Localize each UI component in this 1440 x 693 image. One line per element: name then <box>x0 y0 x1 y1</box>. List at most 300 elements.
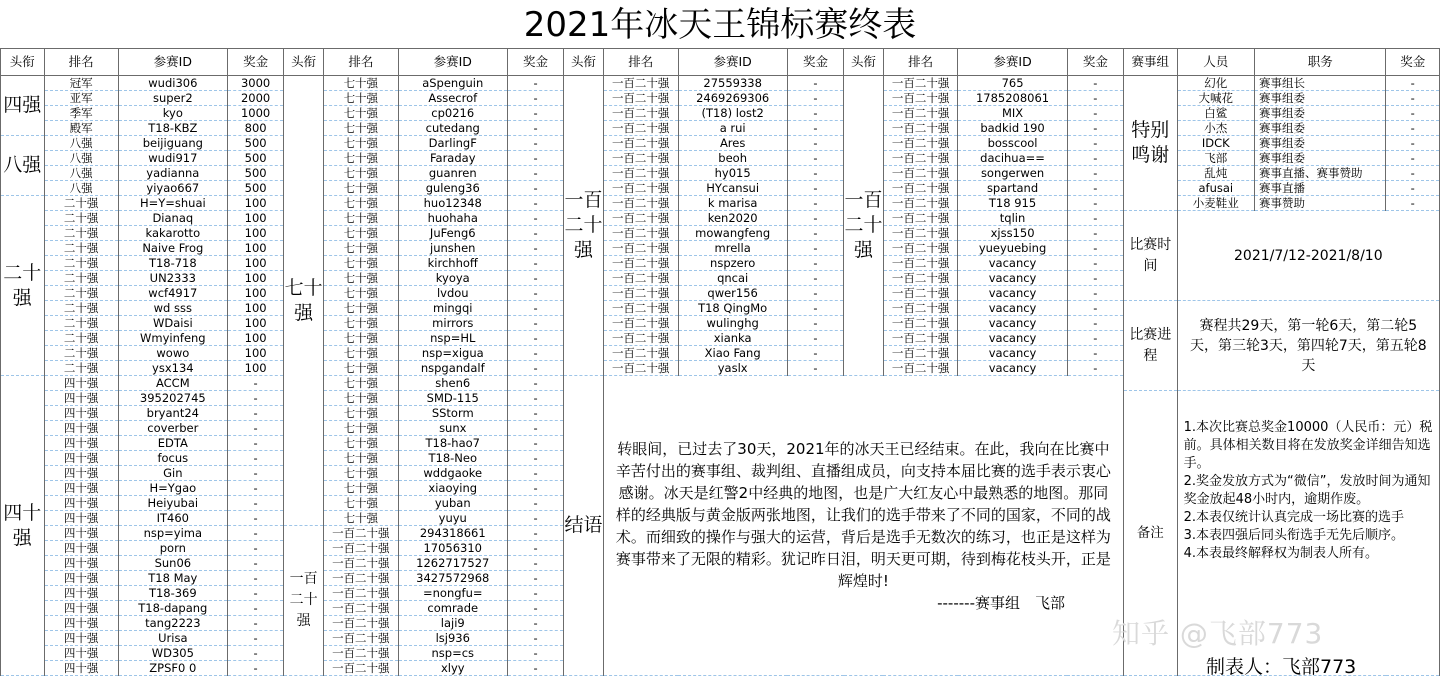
block1-cell: 800 <box>227 121 283 136</box>
block1-cell: - <box>227 601 283 616</box>
block3-cell: - <box>787 301 843 316</box>
block4-cell: dacihua== <box>958 151 1067 166</box>
block3-cell: 一百二十强 <box>603 166 678 181</box>
block2-cell: - <box>507 91 563 106</box>
block4-cell: vacancy <box>958 301 1067 316</box>
block2-cell: junshen <box>398 241 507 256</box>
note-item: 3.本表四强后同头衔选手无先后顺序。 <box>1183 528 1405 543</box>
block3-cell: 一百二十强 <box>603 226 678 241</box>
staff-role: 赛事赞助 <box>1254 196 1385 211</box>
block1-cell: kakarotto <box>118 226 227 241</box>
block2-cell: 七十强 <box>324 196 399 211</box>
block2-cell: 七十强 <box>324 76 399 91</box>
block2-cell: yuyu <box>398 511 507 526</box>
block2-cell: - <box>507 76 563 91</box>
block2-cell: 一百二十强 <box>324 571 399 586</box>
block2-cell: - <box>507 556 563 571</box>
block1-cell: T18-dapang <box>118 601 227 616</box>
block2-cell: kyoya <box>398 271 507 286</box>
header-player-id: 参赛ID <box>118 49 227 76</box>
block4-cell: 一百二十强 <box>883 121 958 136</box>
block4-cell: - <box>1067 76 1123 91</box>
block4-cell: - <box>1067 301 1123 316</box>
block1-cell: 二十强 <box>44 316 118 331</box>
staff-role: 赛事组委 <box>1254 121 1385 136</box>
block1-cell: 二十强 <box>44 271 118 286</box>
group-label-top40: 四十强 <box>1 376 45 676</box>
block1-cell: 100 <box>227 256 283 271</box>
block1-cell: wd sss <box>118 301 227 316</box>
block3-cell: - <box>787 91 843 106</box>
block2-cell: comrade <box>398 601 507 616</box>
block1-cell: 四十强 <box>44 661 118 676</box>
staff-prize: - <box>1386 106 1440 121</box>
block4-cell: - <box>1067 121 1123 136</box>
block4-cell: - <box>1067 196 1123 211</box>
block1-cell: 四十强 <box>44 421 118 436</box>
block4-cell: - <box>1067 106 1123 121</box>
block2-cell: 294318661 <box>398 526 507 541</box>
block3-cell: 一百二十强 <box>603 301 678 316</box>
block1-cell: wcf4917 <box>118 286 227 301</box>
table-row <box>1 136 1440 151</box>
block2-cell: SMD-115 <box>398 391 507 406</box>
epilogue-paragraph: 转眼间，已过去了30天，2021年的冰天王已经结束。在此，我向在比赛中辛苦付出的赛事组、裁判组、直播组成员，向支持本届比赛的选手表示衷心感谢。冰天是红警2中经典的地图，也是广大红友心中最熟悉的地图。那同样的经典版与黄金版两张地图，让我们的选手带来了不同的国家，不同的战术。而细致的操作与强大的运营，背后是选手无数次的练习，也正是这样为赛事带来了无限的精彩。犹记昨日泪，明天更可期，待到梅花枝头开，正是辉煌时! <box>615 439 1111 590</box>
note-item: 1.本次比赛总奖金10000（人民币：元）税前。具体相关数目将在发放奖金详细告知选手。 <box>1183 420 1433 471</box>
group-label-top120: 一百二十强 <box>564 76 604 376</box>
staff-person: 小麦鞋业 <box>1177 196 1254 211</box>
block2-cell: - <box>507 661 563 676</box>
block1-cell: Urisa <box>118 631 227 646</box>
block1-cell: 四十强 <box>44 376 118 391</box>
block1-cell: 100 <box>227 271 283 286</box>
block3-cell: - <box>787 181 843 196</box>
block1-cell: Gin <box>118 466 227 481</box>
block3-cell: nspzero <box>678 256 787 271</box>
block2-cell: 七十强 <box>324 181 399 196</box>
block4-cell: - <box>1067 226 1123 241</box>
block3-cell: 一百二十强 <box>603 331 678 346</box>
block1-cell: 殿军 <box>44 121 118 136</box>
progress-text: 赛程共29天，第一轮6天，第二轮5天，第三轮3天，第四轮7天，第五轮8天 <box>1177 301 1439 391</box>
block2-cell: nspgandalf <box>398 361 507 376</box>
block1-cell: 500 <box>227 181 283 196</box>
table-maker: 制表人：飞部773 <box>1206 656 1357 678</box>
block2-cell: aSpenguin <box>398 76 507 91</box>
staff-role: 赛事直播、赛事赞助 <box>1254 166 1385 181</box>
table-row <box>1 181 1440 196</box>
block3-cell: 一百二十强 <box>603 196 678 211</box>
block2-cell: - <box>507 301 563 316</box>
epilogue-label: 结语 <box>564 376 604 676</box>
block2-cell: yuban <box>398 496 507 511</box>
block4-cell: - <box>1067 331 1123 346</box>
block4-cell: 一百二十强 <box>883 91 958 106</box>
block1-cell: ysx134 <box>118 361 227 376</box>
block3-cell: 一百二十强 <box>603 286 678 301</box>
header-rank: 排名 <box>883 49 958 76</box>
block2-cell: guanren <box>398 166 507 181</box>
block1-cell: - <box>227 586 283 601</box>
block3-cell: 27559338 <box>678 76 787 91</box>
block3-cell: Ares <box>678 136 787 151</box>
block2-cell: 七十强 <box>324 106 399 121</box>
block4-cell: 一百二十强 <box>883 196 958 211</box>
block2-cell: 七十强 <box>324 91 399 106</box>
block1-cell: 二十强 <box>44 241 118 256</box>
header-title: 头衔 <box>1 49 45 76</box>
block1-cell: nsp=yima <box>118 526 227 541</box>
block3-cell: - <box>787 106 843 121</box>
header-staff-group: 赛事组 <box>1123 49 1177 76</box>
block3-cell: (T18) lost2 <box>678 106 787 121</box>
block4-cell: 一百二十强 <box>883 241 958 256</box>
block1-cell: 四十强 <box>44 436 118 451</box>
block1-cell: 四十强 <box>44 481 118 496</box>
block3-cell: beoh <box>678 151 787 166</box>
block1-cell: 八强 <box>44 151 118 166</box>
block3-cell: - <box>787 271 843 286</box>
block3-cell: 一百二十强 <box>603 151 678 166</box>
block2-cell: - <box>507 121 563 136</box>
block2-cell: - <box>507 226 563 241</box>
block3-cell: - <box>787 241 843 256</box>
block2-cell: 一百二十强 <box>324 541 399 556</box>
block3-cell: 一百二十强 <box>603 181 678 196</box>
block1-cell: 亚军 <box>44 91 118 106</box>
staff-person: IDCK <box>1177 136 1254 151</box>
block3-cell: qwer156 <box>678 286 787 301</box>
block3-cell: hy015 <box>678 166 787 181</box>
block2-cell: T18-Neo <box>398 451 507 466</box>
block1-cell: - <box>227 436 283 451</box>
note-item: 4.本表最终解释权为制表人所有。 <box>1183 546 1379 561</box>
block1-cell: - <box>227 451 283 466</box>
staff-person: 小杰 <box>1177 121 1254 136</box>
block2-cell: 七十强 <box>324 316 399 331</box>
block2-cell: Assecrof <box>398 91 507 106</box>
block2-cell: 七十强 <box>324 451 399 466</box>
block1-cell: 八强 <box>44 136 118 151</box>
header-prize: 奖金 <box>1067 49 1123 76</box>
table-row <box>1 121 1440 136</box>
table-row <box>1 91 1440 106</box>
block2-cell: - <box>507 631 563 646</box>
block4-cell: vacancy <box>958 256 1067 271</box>
block1-cell: Wmyinfeng <box>118 331 227 346</box>
block3-cell: 一百二十强 <box>603 106 678 121</box>
block2-cell: 七十强 <box>324 226 399 241</box>
block1-cell: - <box>227 481 283 496</box>
block2-cell: 七十强 <box>324 166 399 181</box>
table-row <box>1 196 1440 211</box>
block1-cell: 四十强 <box>44 391 118 406</box>
block1-cell: tang2223 <box>118 616 227 631</box>
block4-cell: 一百二十强 <box>883 346 958 361</box>
block2-cell: 七十强 <box>324 421 399 436</box>
block1-cell: 二十强 <box>44 346 118 361</box>
block2-cell: 一百二十强 <box>324 601 399 616</box>
block2-cell: Faraday <box>398 151 507 166</box>
block1-cell: 冠军 <box>44 76 118 91</box>
block4-cell: 一百二十强 <box>883 166 958 181</box>
block4-cell: vacancy <box>958 271 1067 286</box>
block4-cell: - <box>1067 241 1123 256</box>
block1-cell: - <box>227 571 283 586</box>
header-prize: 奖金 <box>227 49 283 76</box>
block4-cell: vacancy <box>958 316 1067 331</box>
staff-person: 大喊花 <box>1177 91 1254 106</box>
block2-cell: - <box>507 106 563 121</box>
group-label-top8: 八强 <box>1 136 45 196</box>
block1-cell: 100 <box>227 241 283 256</box>
note-item: 2.本表仅统计认真完成一场比赛的选手 <box>1183 510 1405 525</box>
block2-cell: - <box>507 361 563 376</box>
block1-cell: 四十强 <box>44 586 118 601</box>
block2-cell: - <box>507 616 563 631</box>
block3-cell: 一百二十强 <box>603 121 678 136</box>
block4-cell: 一百二十强 <box>883 316 958 331</box>
table-body <box>1 49 1440 676</box>
block3-cell: mrella <box>678 241 787 256</box>
block2-cell: - <box>507 286 563 301</box>
block2-cell: - <box>507 166 563 181</box>
block2-cell: - <box>507 346 563 361</box>
block4-cell: songerwen <box>958 166 1067 181</box>
block1-cell: - <box>227 511 283 526</box>
block2-cell: - <box>507 586 563 601</box>
staff-prize: - <box>1386 181 1440 196</box>
block4-cell: vacancy <box>958 286 1067 301</box>
block1-cell: 395202745 <box>118 391 227 406</box>
block1-cell: - <box>227 556 283 571</box>
page-title: 2021年冰天王锦标赛终表 <box>523 5 917 45</box>
block2-cell: 七十强 <box>324 406 399 421</box>
block2-cell: =nongfu= <box>398 586 507 601</box>
block1-cell: - <box>227 526 283 541</box>
block4-cell: MIX <box>958 106 1067 121</box>
block1-cell: - <box>227 466 283 481</box>
header-player-id: 参赛ID <box>398 49 507 76</box>
block3-cell: - <box>787 166 843 181</box>
block1-cell: 二十强 <box>44 361 118 376</box>
block1-cell: 100 <box>227 346 283 361</box>
group-label-top20: 二十强 <box>1 196 45 376</box>
block1-cell: wowo <box>118 346 227 361</box>
block1-cell: 四十强 <box>44 466 118 481</box>
block4-cell: 一百二十强 <box>883 151 958 166</box>
block4-cell: - <box>1067 136 1123 151</box>
block3-cell: wulinghg <box>678 316 787 331</box>
block3-cell: T18 QingMo <box>678 301 787 316</box>
block4-cell: 一百二十强 <box>883 331 958 346</box>
block3-cell: Xiao Fang <box>678 346 787 361</box>
note-item: 2.奖金发放方式为“微信”，发放时间为通知奖金放起48小时内，逾期作废。 <box>1183 474 1431 507</box>
block2-cell: - <box>507 196 563 211</box>
block2-cell: - <box>507 136 563 151</box>
staff-prize: - <box>1386 196 1440 211</box>
block1-cell: Dianaq <box>118 211 227 226</box>
block1-cell: 四十强 <box>44 451 118 466</box>
block1-cell: - <box>227 376 283 391</box>
block2-cell: 一百二十强 <box>324 526 399 541</box>
block2-cell: - <box>507 646 563 661</box>
block2-cell: 一百二十强 <box>324 661 399 676</box>
block2-cell: 七十强 <box>324 481 399 496</box>
block4-cell: - <box>1067 271 1123 286</box>
block1-cell: 二十强 <box>44 256 118 271</box>
block1-cell: WDaisi <box>118 316 227 331</box>
staff-prize: - <box>1386 121 1440 136</box>
notes-label: 备注 <box>1123 391 1177 676</box>
header-staff-prize: 奖金 <box>1386 49 1440 76</box>
block2-cell: cp0216 <box>398 106 507 121</box>
block2-cell: 1262717527 <box>398 556 507 571</box>
staff-prize: - <box>1386 166 1440 181</box>
block2-cell: wddgaoke <box>398 466 507 481</box>
staff-prize: - <box>1386 151 1440 166</box>
block4-cell: T18 915 <box>958 196 1067 211</box>
block1-cell: - <box>227 496 283 511</box>
block1-cell: 四十强 <box>44 526 118 541</box>
block3-cell: 一百二十强 <box>603 361 678 376</box>
block4-cell: - <box>1067 286 1123 301</box>
block3-cell: 一百二十强 <box>603 211 678 226</box>
block1-cell: - <box>227 616 283 631</box>
block2-cell: 一百二十强 <box>324 631 399 646</box>
block2-cell: - <box>507 601 563 616</box>
block1-cell: coverber <box>118 421 227 436</box>
block2-cell: - <box>507 406 563 421</box>
block3-cell: - <box>787 196 843 211</box>
block1-cell: 四十强 <box>44 646 118 661</box>
block3-cell: mowangfeng <box>678 226 787 241</box>
header-title: 头衔 <box>844 49 884 76</box>
block3-cell: 一百二十强 <box>603 346 678 361</box>
block4-cell: 一百二十强 <box>883 76 958 91</box>
staff-role: 赛事组长 <box>1254 76 1385 91</box>
block3-cell: xianka <box>678 331 787 346</box>
block2-cell: sunx <box>398 421 507 436</box>
block3-cell: - <box>787 76 843 91</box>
block4-cell: yueyuebing <box>958 241 1067 256</box>
staff-prize: - <box>1386 136 1440 151</box>
table-row <box>1 211 1440 226</box>
group-label-top120: 一百二十强 <box>844 76 884 376</box>
block3-cell: - <box>787 286 843 301</box>
block4-cell: vacancy <box>958 361 1067 376</box>
block1-cell: H=Y=shuai <box>118 196 227 211</box>
table-row <box>1 151 1440 166</box>
block1-cell: 四十强 <box>44 541 118 556</box>
staff-role: 赛事直播 <box>1254 181 1385 196</box>
group-label-progress: 比赛进程 <box>1123 301 1177 391</box>
block2-cell: 七十强 <box>324 256 399 271</box>
block1-cell: 100 <box>227 331 283 346</box>
block1-cell: - <box>227 541 283 556</box>
block2-cell: 七十强 <box>324 376 399 391</box>
block1-cell: 四十强 <box>44 571 118 586</box>
block1-cell: 1000 <box>227 106 283 121</box>
block1-cell: WD305 <box>118 646 227 661</box>
watermark: 知乎 @飞部773 <box>1112 617 1324 650</box>
header-rank: 排名 <box>324 49 399 76</box>
block3-cell: - <box>787 151 843 166</box>
block1-cell: 二十强 <box>44 226 118 241</box>
block1-cell: T18 May <box>118 571 227 586</box>
block2-cell: nsp=HL <box>398 331 507 346</box>
block2-cell: 七十强 <box>324 151 399 166</box>
block3-cell: - <box>787 346 843 361</box>
block3-cell: - <box>787 136 843 151</box>
block2-cell: - <box>507 511 563 526</box>
block4-cell: 一百二十强 <box>883 226 958 241</box>
staff-person: 乱炖 <box>1177 166 1254 181</box>
block2-cell: mingqi <box>398 301 507 316</box>
block3-cell: - <box>787 226 843 241</box>
table-row <box>1 76 1440 91</box>
block2-cell: 七十强 <box>324 436 399 451</box>
block1-cell: 四十强 <box>44 601 118 616</box>
block1-cell: 八强 <box>44 166 118 181</box>
epilogue-signature: -------赛事组 飞部 <box>937 593 1065 612</box>
table-row <box>1 166 1440 181</box>
block3-cell: a rui <box>678 121 787 136</box>
block1-cell: 100 <box>227 286 283 301</box>
table-row <box>1 301 1440 316</box>
block1-cell: 四十强 <box>44 631 118 646</box>
header-player-id: 参赛ID <box>678 49 787 76</box>
block1-cell: 四十强 <box>44 511 118 526</box>
final-standings-table <box>0 48 1440 676</box>
block2-cell: mirrors <box>398 316 507 331</box>
block2-cell: - <box>507 466 563 481</box>
block4-cell: vacancy <box>958 331 1067 346</box>
block2-cell: - <box>507 541 563 556</box>
block2-cell: T18-hao7 <box>398 436 507 451</box>
block2-cell: - <box>507 451 563 466</box>
header-rank: 排名 <box>603 49 678 76</box>
block3-cell: - <box>787 316 843 331</box>
block2-cell: 七十强 <box>324 301 399 316</box>
block1-cell: 100 <box>227 226 283 241</box>
header-player-id: 参赛ID <box>958 49 1067 76</box>
block2-cell: - <box>507 316 563 331</box>
block3-cell: 一百二十强 <box>603 271 678 286</box>
header-prize: 奖金 <box>507 49 563 76</box>
block1-cell: - <box>227 406 283 421</box>
block4-cell: tqlin <box>958 211 1067 226</box>
block3-cell: 2469269306 <box>678 91 787 106</box>
block2-cell: nsp=cs <box>398 646 507 661</box>
block3-cell: - <box>787 121 843 136</box>
block2-cell: JuFeng6 <box>398 226 507 241</box>
block2-cell: 七十强 <box>324 331 399 346</box>
block3-cell: 一百二十强 <box>603 241 678 256</box>
staff-person: afusai <box>1177 181 1254 196</box>
block4-cell: 一百二十强 <box>883 361 958 376</box>
block1-cell: 四十强 <box>44 556 118 571</box>
block2-cell: SStorm <box>398 406 507 421</box>
block4-cell: - <box>1067 256 1123 271</box>
block2-cell: - <box>507 151 563 166</box>
block4-cell: 一百二十强 <box>883 211 958 226</box>
block3-cell: ken2020 <box>678 211 787 226</box>
block2-cell: shen6 <box>398 376 507 391</box>
block4-cell: - <box>1067 166 1123 181</box>
block4-cell: - <box>1067 91 1123 106</box>
block2-cell: guleng36 <box>398 181 507 196</box>
